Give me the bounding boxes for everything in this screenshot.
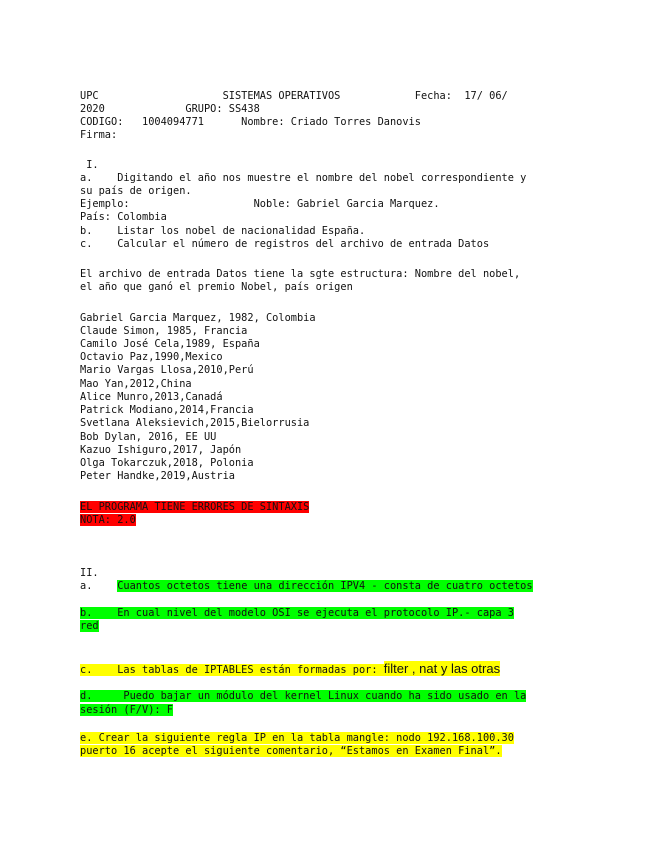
list-item: Kazuo Ishiguro,2017, Japón: [80, 444, 242, 456]
question-e-highlight-1: e. Crear la siguiente regla IP en la tabla mangle: nodo 192.168.100.30: [80, 732, 514, 744]
list-item: Bob Dylan, 2016, EE UU: [80, 431, 217, 443]
list-item: Alice Munro,2013,Canadá: [80, 391, 223, 403]
question-b-highlight-2: red: [80, 620, 99, 632]
question-a-highlight: Cuantos octetos tiene una dirección IPV4 - consta de cuatro octetos: [117, 580, 533, 592]
syntax-error-note: [80, 501, 309, 514]
question-e-line-2: [80, 745, 502, 758]
question-c-highlight: c. Las tablas de IPTABLES están formadas por:: [80, 664, 384, 676]
question-b-line-2: [80, 620, 99, 633]
question-b-highlight-1: b. En cual nivel del modelo OSI se ejecuta el protocolo IP.- capa 3: [80, 607, 514, 619]
question-c: [80, 662, 500, 677]
list-item: Mario Vargas Llosa,2010,Perú: [80, 364, 254, 376]
list-item: Svetlana Aleksievich,2015,Bielorrusia: [80, 417, 310, 429]
header-line-year-group: 2020 GRUPO: SS438: [80, 103, 260, 115]
section-1-heading: I.: [80, 159, 99, 171]
item-c-line: c. Calcular el número de registros del archivo de entrada Datos: [80, 238, 490, 250]
question-e-line-1: [80, 732, 514, 745]
example-line: Ejemplo: Noble: Gabriel Garcia Marquez.: [80, 198, 440, 210]
question-d-line-1: [80, 690, 526, 703]
syntax-error-highlight: EL PROGRAMA TIENE ERRORES DE SINTAXIS: [80, 501, 310, 513]
question-d-highlight-2: sesión (F/V): F: [80, 704, 173, 716]
question-c-answer: filter , nat y las otras: [383, 661, 501, 676]
list-item: Octavio Paz,1990,Mexico: [80, 351, 223, 363]
question-e-highlight-2: puerto 16 acepte el siguiente comentario, “Estamos en Examen Final”.: [80, 745, 502, 757]
question-d-line-2: [80, 704, 173, 717]
header-line-signature: Firma:: [80, 129, 118, 141]
structure-line-2: el año que ganó el premio Nobel, país origen: [80, 281, 353, 293]
item-a-line-1: a. Digitando el año nos muestre el nombre del nobel correspondiente y: [80, 172, 527, 184]
list-item: Gabriel Garcia Marquez, 1982, Colombia: [80, 312, 316, 324]
item-b-line: b. Listar los nobel de nacionalidad España.: [80, 225, 366, 237]
list-item: Peter Handke,2019,Austria: [80, 470, 235, 482]
question-d-highlight-1: d. Puedo bajar un módulo del kernel Linux cuando ha sido usado en la: [80, 690, 527, 702]
list-item: Claude Simon, 1985, Francia: [80, 325, 248, 337]
section-2-heading: II.: [80, 567, 99, 579]
question-a: [80, 580, 533, 593]
list-item: Camilo José Cela,1989, España: [80, 338, 260, 350]
list-item: Patrick Modiano,2014,Francia: [80, 404, 254, 416]
list-item: Mao Yan,2012,China: [80, 378, 192, 390]
header-line-course-date: UPC SISTEMAS OPERATIVOS Fecha: 17/ 06/: [80, 90, 508, 102]
item-a-line-2: su país de origen.: [80, 185, 192, 197]
question-a-label: a.: [80, 580, 118, 592]
structure-line-1: El archivo de entrada Datos tiene la sgte estructura: Nombre del nobel,: [80, 268, 521, 280]
grade-note: [80, 514, 136, 527]
grade-highlight: NOTA: 2.0: [80, 514, 136, 526]
question-b-line-1: [80, 607, 514, 620]
country-line: País: Colombia: [80, 211, 167, 223]
list-item: Olga Tokarczuk,2018, Polonia: [80, 457, 254, 469]
header-line-code-name: CODIGO: 1004094771 Nombre: Criado Torres Danovis: [80, 116, 421, 128]
